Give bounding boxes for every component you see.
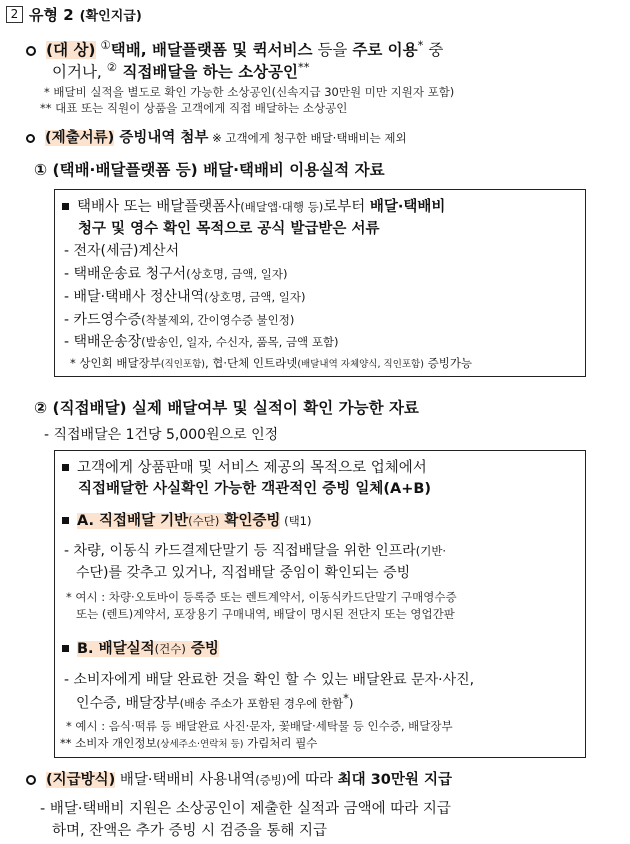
target-label: (대 상) bbox=[46, 41, 96, 60]
s2-a-title bbox=[60, 509, 311, 530]
pay-label: (지급방식) bbox=[46, 772, 116, 788]
s1-text-b: (배달앱·대행 등) bbox=[240, 200, 324, 214]
a-title-end: 확인증빙 bbox=[219, 513, 281, 529]
star-marker: * bbox=[343, 691, 349, 705]
b-line2-d: ) bbox=[348, 696, 354, 711]
item-main: - 전자(세금)계산서 bbox=[64, 243, 180, 259]
b-title-end: 증빙 bbox=[185, 641, 219, 657]
s1-text-d: 배달·택배비 bbox=[369, 199, 446, 215]
item-main: - 택배운송료 청구서 bbox=[64, 266, 187, 282]
circle-bullet-icon bbox=[26, 134, 35, 143]
s2-box-text-1: 고객에게 상품판매 및 서비스 제공의 목적으로 업체에서 bbox=[77, 460, 427, 476]
a-pick: (택1) bbox=[280, 514, 312, 528]
item-main: - 배달·택배사 정산내역 bbox=[64, 289, 205, 305]
circle-bullet-icon bbox=[26, 46, 36, 56]
s2-subtitle: - 직접배달은 1건당 5,000원으로 인정 bbox=[44, 427, 279, 443]
circle-bullet-icon bbox=[26, 775, 36, 785]
item-small: (상호명, 금액, 일자) bbox=[186, 267, 288, 281]
pay-text-d: 최대 30만원 지급 bbox=[337, 772, 452, 788]
target-line2-a: 이거나, bbox=[52, 63, 107, 82]
s2-b-note-1: * 예시 : 음식·떡류 등 배달완료 사진·문자, 꽃배달·세탁물 등 인수증, 배달장부 bbox=[66, 719, 453, 733]
note-b: (직인포함) bbox=[160, 359, 205, 370]
target-note-1: * 배달비 실적을 별도로 확인 가능한 소상공인(신속지급 30만원 미만 지원자 포함) bbox=[44, 85, 455, 99]
b-title-small: (건수) bbox=[154, 642, 186, 656]
pay-line bbox=[26, 768, 452, 789]
s1-box-line-2: 청구 및 영수 확인 목적으로 공식 발급받은 서류 bbox=[78, 221, 380, 237]
section-title: 유형 2 bbox=[29, 6, 74, 24]
docs-label: (제출서류) bbox=[45, 130, 115, 146]
target-line-1 bbox=[26, 38, 443, 60]
s2-b-note-2 bbox=[60, 735, 317, 751]
docs-note: ※ 고객에게 청구한 배달·택배비는 제외 bbox=[208, 131, 407, 145]
b-note2-b: (상세주소·연락처 등) bbox=[156, 739, 244, 750]
s2-b-title bbox=[60, 637, 219, 658]
s1-item-4 bbox=[64, 309, 294, 329]
b-title: B. 배달실적 bbox=[77, 641, 155, 657]
target-line-2 bbox=[52, 60, 310, 82]
note-e: 증빙가능 bbox=[423, 356, 473, 370]
item-small: (발송인, 일자, 수신자, 품목, 금액 포함) bbox=[141, 335, 339, 349]
s1-item-1 bbox=[64, 240, 179, 260]
s2-box-line-1 bbox=[60, 456, 427, 477]
a-line1-a: - 차량, 이동식 카드결제단말기 등 직접배달을 위한 인프라 bbox=[64, 543, 416, 559]
note-a: * 상인회 배달장부 bbox=[70, 356, 161, 370]
pay-line-1: - 배달·택배비 지원은 소상공인이 제출한 실적과 금액에 따라 지급 bbox=[40, 801, 451, 817]
b-line2-a: 인수증, 배달장부 bbox=[76, 695, 180, 712]
s1-title: ① (택배·배달플랫폼 등) 배달·택배비 이용실적 자료 bbox=[34, 161, 385, 179]
s2-a-note-1: * 여시 : 차량·오토바이 등록증 또는 렌트계약서, 이동식카드단말기 구매영수증 bbox=[66, 590, 457, 604]
item-main: - 카드영수증 bbox=[64, 312, 142, 328]
item-main: - 택배운송장 bbox=[64, 334, 142, 350]
docs-line bbox=[26, 126, 407, 147]
s2-a-note-2: 또는 (렌트)계약서, 포장용기 구매내역, 배달이 명시된 전단지 또는 영업간판 bbox=[76, 607, 455, 621]
target-text-b: 등을 bbox=[312, 41, 353, 60]
target-note-2: ** 대표 또는 직원이 상품을 고객에게 직접 배달하는 소상공인 bbox=[40, 101, 348, 115]
s1-box-line-1 bbox=[60, 195, 445, 216]
a-title-small: (수단) bbox=[188, 514, 220, 528]
target-line2-b: 직접배달을 하는 소상공인 bbox=[117, 63, 298, 82]
b-line2-b: (배송 주소가 포함된 경우에 한함 bbox=[179, 696, 344, 711]
section-subtitle: (확인지급) bbox=[79, 9, 142, 24]
sup-marker: ① bbox=[100, 38, 111, 52]
s2-title: ② (직접배달) 실제 배달여부 및 실적이 확인 가능한 자료 bbox=[34, 399, 419, 417]
s1-text-c: 로부터 bbox=[323, 199, 370, 215]
b-note2-a: ** 소비자 개인정보 bbox=[60, 736, 157, 750]
s2-a-line-2: 수단)를 갖추고 있거나, 직접배달 중임이 확인되는 증빙 bbox=[76, 565, 411, 581]
square-bullet-icon bbox=[62, 517, 69, 524]
section-number: 2 bbox=[6, 6, 23, 23]
target-text-d: 중 bbox=[423, 41, 444, 60]
sup-marker: ② bbox=[106, 60, 118, 74]
star-marker: ** bbox=[298, 60, 310, 74]
s1-item-2 bbox=[64, 263, 288, 283]
square-bullet-icon bbox=[62, 464, 69, 471]
square-bullet-icon bbox=[62, 203, 69, 210]
a-title: A. 직접배달 기반 bbox=[77, 513, 189, 529]
s2-a-line-1 bbox=[64, 540, 446, 560]
pay-text-c: 에 따라 bbox=[286, 772, 338, 788]
target-text-a: 택배, 배달플랫폼 및 퀵서비스 bbox=[110, 41, 313, 60]
s2-b-line-2 bbox=[76, 691, 353, 713]
s2-box-line-2: 직접배달한 사실확인 가능한 객관적인 증빙 일체(A+B) bbox=[78, 481, 432, 497]
b-note2-c: 가림처리 필수 bbox=[243, 736, 318, 750]
item-small: (상호명, 금액, 일자) bbox=[204, 290, 306, 304]
item-small: (착불제외, 간이영수증 불인정) bbox=[141, 313, 295, 327]
a-line1-b: (기반· bbox=[415, 544, 447, 558]
note-d: (배달내역 자체양식, 직인포함) bbox=[297, 359, 424, 370]
s1-text-a: 택배사 또는 배달플랫폼사 bbox=[77, 199, 241, 215]
target-text-c: 주로 이용 bbox=[352, 41, 418, 60]
note-c: , 협·단체 인트라넷 bbox=[204, 356, 298, 370]
s2-b-line-1: - 소비자에게 배달 완료한 것을 확인 할 수 있는 배달완료 문자·사진, bbox=[64, 672, 475, 688]
s1-item-3 bbox=[64, 286, 305, 306]
pay-line-2: 하며, 잔액은 추가 증빙 시 검증을 통해 지급 bbox=[52, 823, 327, 839]
pay-text-b: (증빙) bbox=[255, 773, 287, 787]
square-bullet-icon bbox=[62, 645, 69, 652]
s1-item-5 bbox=[64, 331, 339, 351]
docs-text: 증빙내역 첨부 bbox=[114, 130, 209, 146]
s1-note bbox=[70, 355, 472, 371]
star-marker: * bbox=[417, 38, 424, 52]
section-header bbox=[6, 4, 142, 25]
pay-text-a: 배달·택배비 사용내역 bbox=[115, 772, 256, 788]
